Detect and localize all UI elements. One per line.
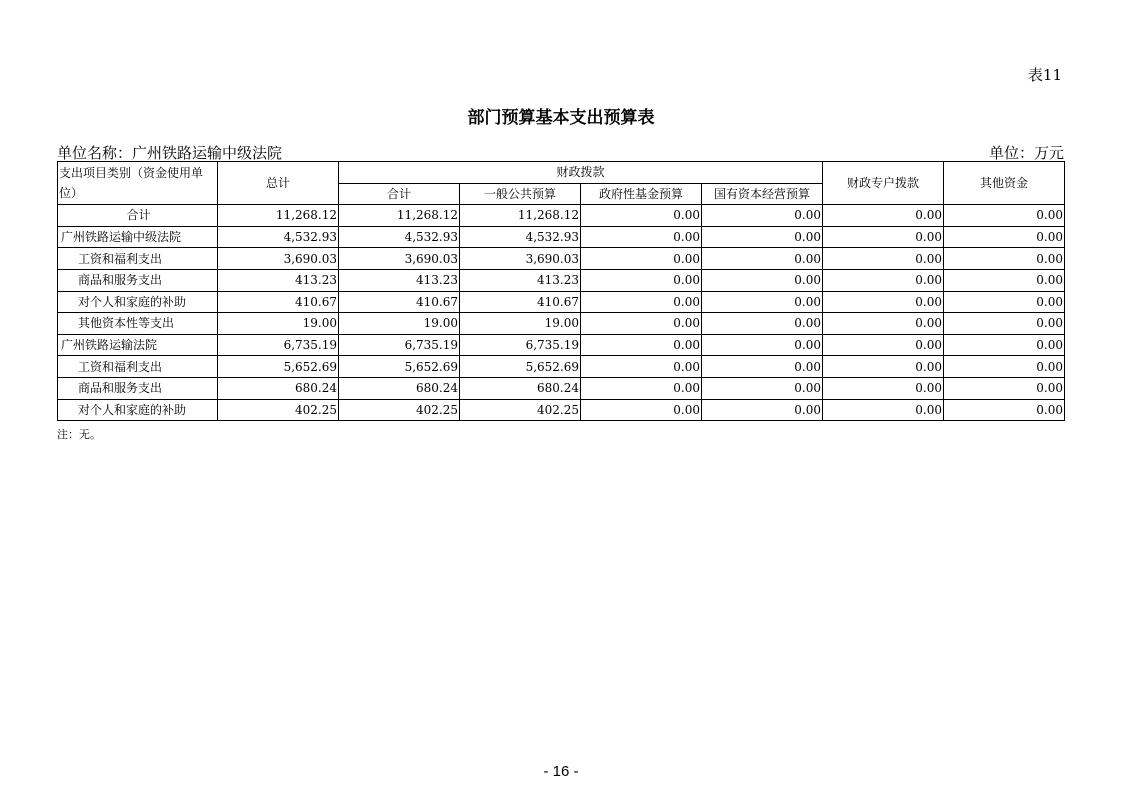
row-value-cell: 0.00: [823, 205, 944, 227]
table-row: [58, 313, 1065, 335]
row-value-cell: 11,268.12: [339, 205, 460, 227]
row-value-cell: 0.00: [823, 399, 944, 421]
row-value-cell: 680.24: [339, 377, 460, 399]
row-value-cell: 0.00: [702, 248, 823, 270]
row-value-cell: 0.00: [581, 334, 702, 356]
row-value-cell: 0.00: [702, 377, 823, 399]
table-row: [58, 356, 1065, 378]
row-category: 商品和服务支出: [58, 269, 218, 291]
header-fiscal-appropriation: 财政拨款: [339, 162, 823, 184]
header-expense-category: 支出项目类别（资金使用单位）: [58, 162, 218, 205]
table-note: 注：无。: [57, 428, 101, 441]
row-value-cell: 680.24: [460, 377, 581, 399]
row-value-cell: 402.25: [339, 399, 460, 421]
header-general-budget: 一般公共预算: [460, 183, 581, 205]
row-value-cell: 0.00: [702, 205, 823, 227]
row-value-cell: 0.00: [823, 313, 944, 335]
header-total: 总计: [218, 162, 339, 205]
row-value-cell: 0.00: [581, 269, 702, 291]
row-value-cell: 410.67: [218, 291, 339, 313]
row-value-cell: 0.00: [702, 356, 823, 378]
header-other-funds: 其他资金: [944, 162, 1065, 205]
row-value-cell: 0.00: [944, 313, 1065, 335]
row-value-cell: 5,652.69: [339, 356, 460, 378]
row-value-cell: 6,735.19: [218, 334, 339, 356]
row-value-cell: 0.00: [944, 248, 1065, 270]
table-row: [58, 334, 1065, 356]
row-category: 广州铁路运输法院: [58, 334, 218, 356]
table-row: [58, 291, 1065, 313]
row-category: 合计: [58, 205, 218, 227]
row-value-cell: 0.00: [702, 334, 823, 356]
row-value-cell: 0.00: [702, 313, 823, 335]
row-value-cell: 680.24: [218, 377, 339, 399]
row-category: 对个人和家庭的补助: [58, 399, 218, 421]
row-value-cell: 402.25: [218, 399, 339, 421]
row-value-cell: 0.00: [944, 291, 1065, 313]
row-value-cell: 0.00: [581, 313, 702, 335]
row-category: 广州铁路运输中级法院: [58, 226, 218, 248]
row-value-cell: 3,690.03: [460, 248, 581, 270]
row-value-cell: 4,532.93: [460, 226, 581, 248]
row-value-cell: 4,532.93: [218, 226, 339, 248]
row-value-cell: 3,690.03: [218, 248, 339, 270]
row-value-cell: 3,690.03: [339, 248, 460, 270]
row-value-cell: 413.23: [460, 269, 581, 291]
unit-name-label: 单位名称：广州铁路运输中级法院: [57, 144, 283, 162]
row-value-cell: 19.00: [339, 313, 460, 335]
row-value-cell: 0.00: [944, 377, 1065, 399]
row-value-cell: 0.00: [823, 226, 944, 248]
row-value-cell: 0.00: [823, 248, 944, 270]
row-value-cell: 4,532.93: [339, 226, 460, 248]
row-value-cell: 11,268.12: [460, 205, 581, 227]
page-number: - 16 -: [543, 763, 579, 780]
row-value-cell: 0.00: [823, 356, 944, 378]
row-value-cell: 11,268.12: [218, 205, 339, 227]
row-value-cell: 0.00: [581, 377, 702, 399]
row-value-cell: 0.00: [581, 205, 702, 227]
document-title: 部门预算基本支出预算表: [467, 108, 655, 128]
header-gov-fund-budget: 政府性基金预算: [581, 183, 702, 205]
table-row: [58, 205, 1065, 227]
table-row: [58, 399, 1065, 421]
row-value-cell: 0.00: [702, 269, 823, 291]
row-category: 工资和福利支出: [58, 248, 218, 270]
row-value-cell: 0.00: [581, 248, 702, 270]
row-value-cell: 19.00: [460, 313, 581, 335]
row-value-cell: 6,735.19: [460, 334, 581, 356]
row-value-cell: 0.00: [823, 269, 944, 291]
unit-info-row: [57, 142, 1064, 163]
row-value-cell: 0.00: [944, 356, 1065, 378]
header-fiscal-subtotal: 合计: [339, 183, 460, 205]
row-value-cell: 413.23: [339, 269, 460, 291]
budget-table: [57, 161, 1065, 421]
header-state-capital-budget: 国有资本经营预算: [702, 183, 823, 205]
row-value-cell: 0.00: [581, 399, 702, 421]
row-value-cell: 0.00: [823, 291, 944, 313]
row-value-cell: 0.00: [944, 399, 1065, 421]
row-value-cell: 0.00: [702, 226, 823, 248]
row-value-cell: 402.25: [460, 399, 581, 421]
row-value-cell: 0.00: [702, 399, 823, 421]
row-value-cell: 0.00: [823, 377, 944, 399]
row-value-cell: 0.00: [944, 269, 1065, 291]
row-category: 工资和福利支出: [58, 356, 218, 378]
header-special-account: 财政专户拨款: [823, 162, 944, 205]
row-value-cell: 0.00: [581, 356, 702, 378]
row-value-cell: 0.00: [944, 226, 1065, 248]
row-value-cell: 410.67: [339, 291, 460, 313]
table-row: [58, 377, 1065, 399]
row-value-cell: 413.23: [218, 269, 339, 291]
row-value-cell: 410.67: [460, 291, 581, 313]
row-value-cell: 0.00: [581, 226, 702, 248]
row-value-cell: 0.00: [944, 205, 1065, 227]
row-value-cell: 0.00: [944, 334, 1065, 356]
row-value-cell: 0.00: [823, 334, 944, 356]
table-header: [58, 162, 1065, 205]
currency-unit-label: 单位：万元: [988, 144, 1064, 162]
table-body: [58, 205, 1065, 421]
row-category: 商品和服务支出: [58, 377, 218, 399]
row-category: 其他资本性等支出: [58, 313, 218, 335]
table-row: [58, 269, 1065, 291]
row-value-cell: 0.00: [581, 291, 702, 313]
row-category: 对个人和家庭的补助: [58, 291, 218, 313]
table-number: 表11: [1027, 66, 1062, 84]
row-value-cell: 19.00: [218, 313, 339, 335]
row-value-cell: 0.00: [702, 291, 823, 313]
table-row: [58, 248, 1065, 270]
row-value-cell: 5,652.69: [218, 356, 339, 378]
table-row: [58, 226, 1065, 248]
row-value-cell: 5,652.69: [460, 356, 581, 378]
row-value-cell: 6,735.19: [339, 334, 460, 356]
